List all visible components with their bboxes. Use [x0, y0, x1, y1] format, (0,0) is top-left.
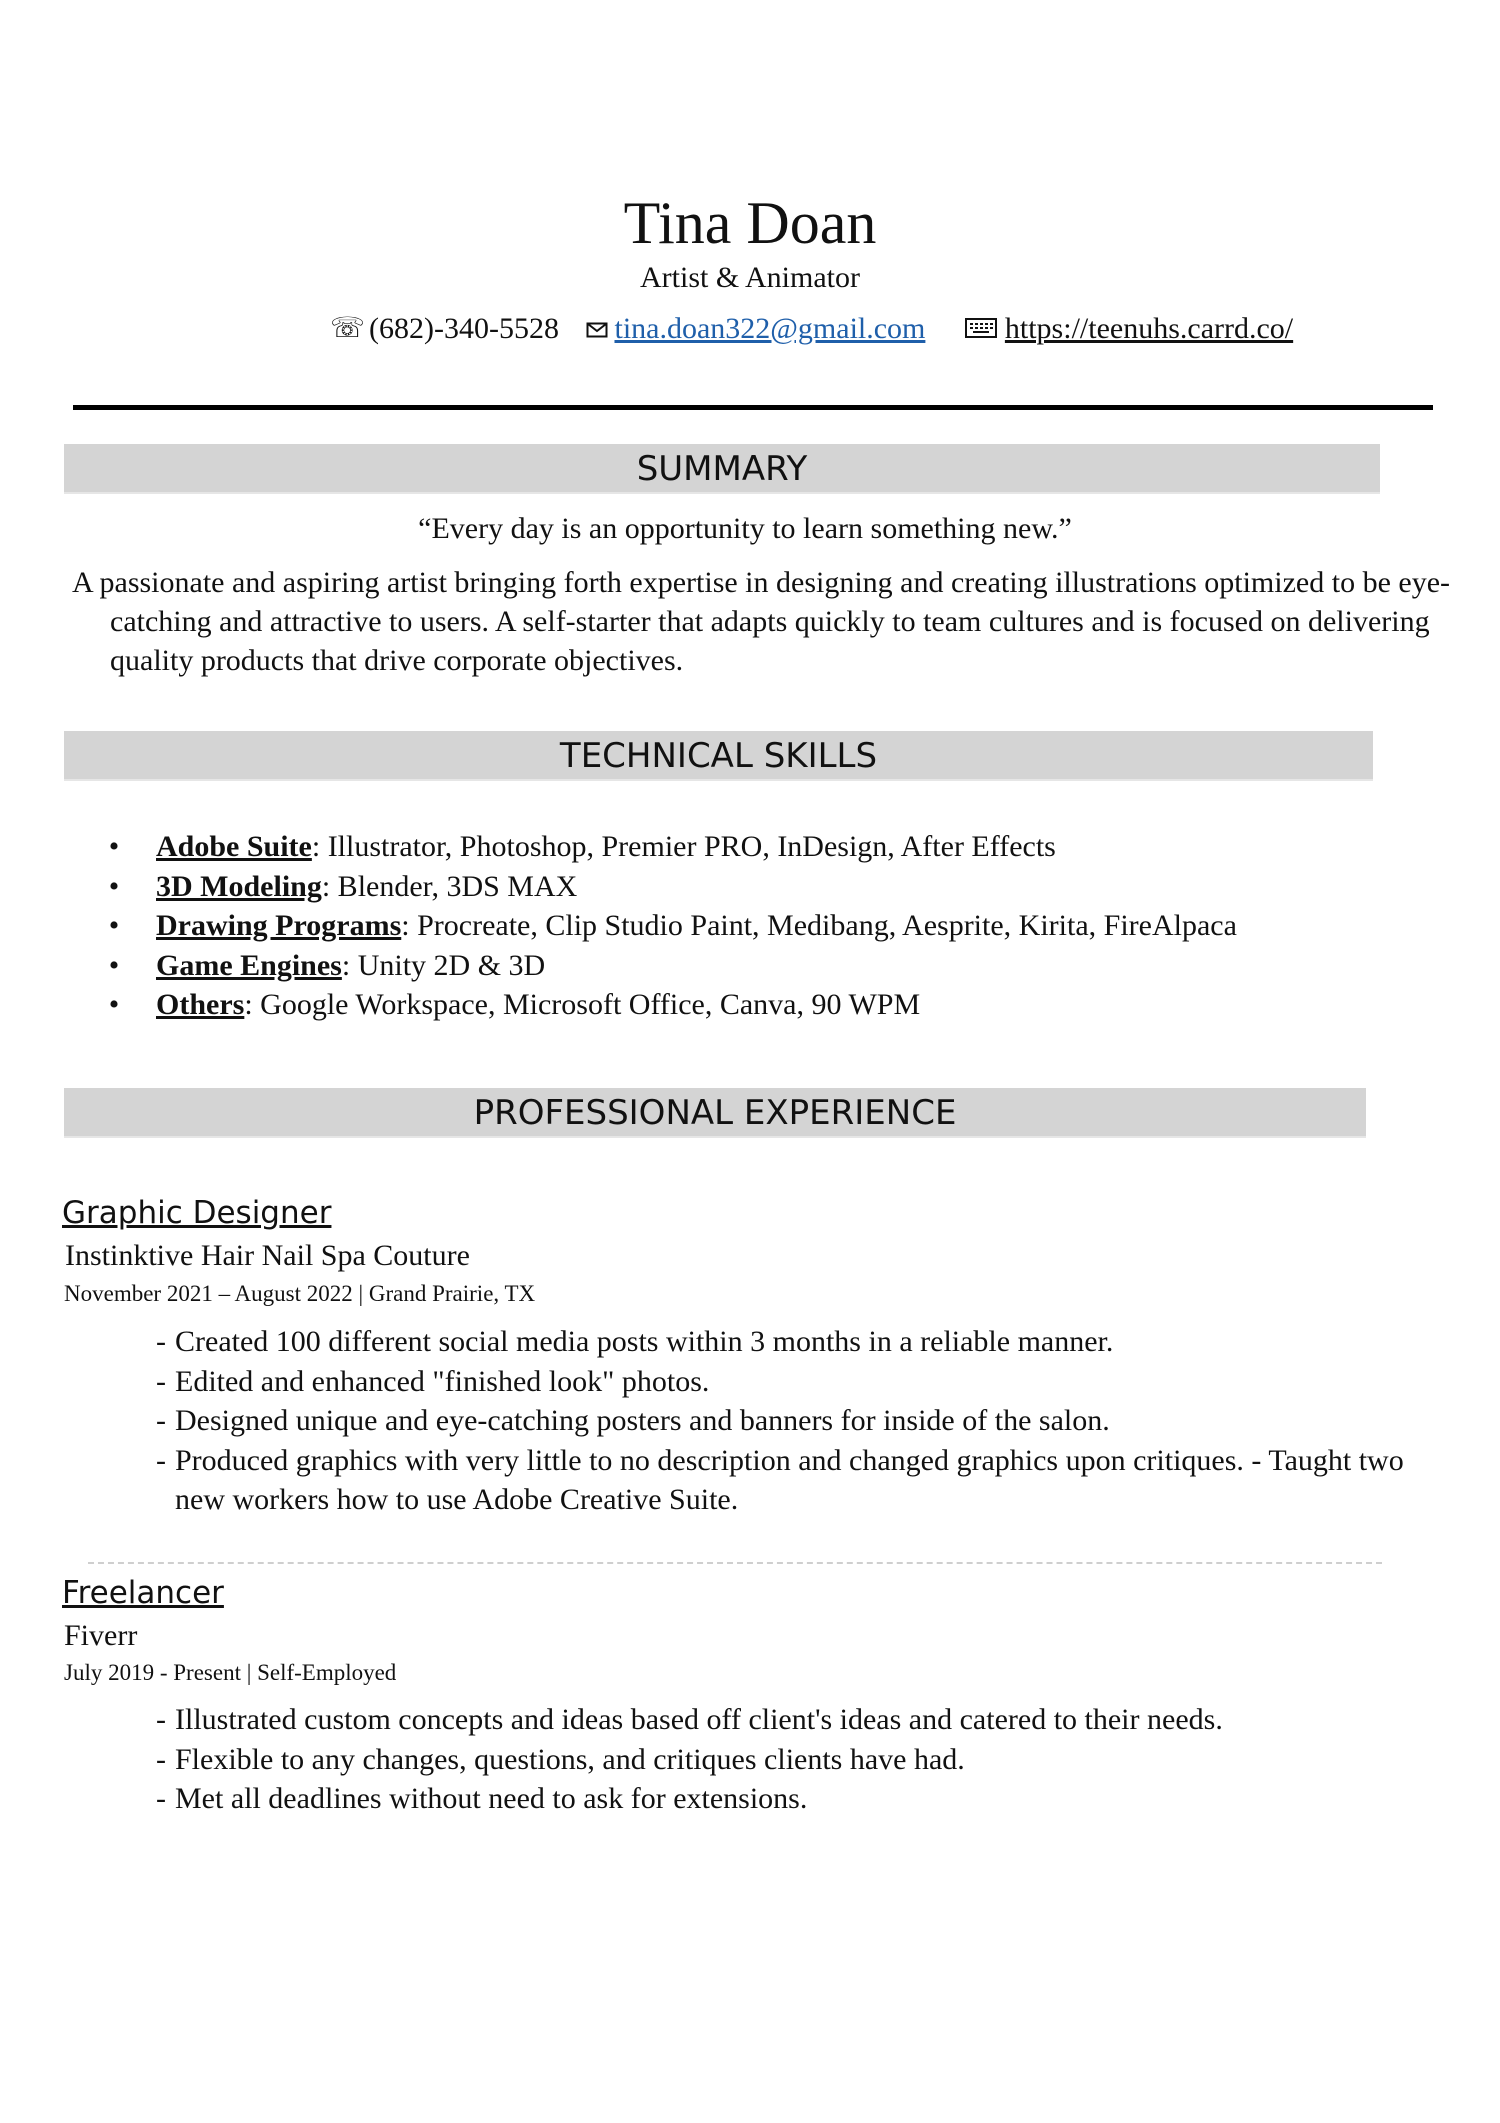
duty-text: Produced graphics with very little to no description and changed graphics upon critiques. - Taught two new workers how to use Adobe Creative Suite. [175, 1443, 1404, 1516]
skill-item [104, 906, 1404, 946]
bullet-icon: • [108, 988, 120, 1021]
mail-icon [586, 309, 608, 349]
dash-marker: - [156, 1404, 166, 1437]
keyboard-icon [965, 309, 997, 349]
duty-item [156, 1401, 1436, 1441]
summary-quote: “Every day is an opportunity to learn something new.” [418, 512, 1072, 545]
duty-text: Illustrated custom concepts and ideas based off client's ideas and catered to their needs. [175, 1703, 1223, 1736]
bullet-icon: • [108, 909, 120, 942]
contact-line [330, 307, 1293, 349]
duty-text: Flexible to any changes, questions, and critiques clients have had. [175, 1742, 965, 1776]
duty-text: Designed unique and eye-catching posters and banners for inside of the salon. [175, 1404, 1110, 1437]
section-heading-experience: PROFESSIONAL EXPERIENCE [64, 1088, 1366, 1138]
job-company: Instinktive Hair Nail Spa Couture [65, 1239, 470, 1272]
section-heading-summary: SUMMARY [64, 444, 1380, 494]
skill-category: Drawing Programs [156, 909, 402, 942]
job-company: Fiverr [64, 1619, 138, 1652]
resume-name: Tina Doan [623, 190, 877, 256]
duty-item [156, 1700, 1436, 1740]
website-link[interactable]: https://teenuhs.carrd.co/ [1004, 312, 1294, 346]
duty-text: Edited and enhanced "finished look" photos. [175, 1364, 710, 1398]
job-title: Graphic Designer [62, 1195, 332, 1231]
bullet-icon: • [108, 830, 120, 863]
email-link[interactable]: tina.doan322@gmail.com [614, 312, 926, 346]
skill-values: : Illustrator, Photoshop, Premier PRO, InDesign, After Effects [311, 830, 1056, 863]
header-divider [73, 405, 1433, 410]
job-duties-list [156, 1322, 1436, 1520]
skill-item [104, 985, 1404, 1025]
skill-values: : Blender, 3DS MAX [321, 869, 578, 903]
skill-item [104, 827, 1404, 867]
duty-item [156, 1740, 1436, 1780]
job-dates: July 2019 - Present | Self-Employed [64, 1660, 397, 1685]
dash-marker: - [156, 1742, 166, 1776]
dash-marker: - [156, 1443, 166, 1477]
skill-item [104, 867, 1404, 907]
skill-values: : Google Workspace, Microsoft Office, Canva, 90 WPM [244, 988, 921, 1021]
duty-item [156, 1322, 1436, 1362]
job-duties-list [156, 1700, 1436, 1819]
duty-item [156, 1779, 1436, 1819]
job-title: Freelancer [62, 1575, 224, 1611]
skill-category: 3D Modeling [156, 869, 322, 903]
bullet-icon: • [108, 869, 120, 903]
resume-headline: Artist & Animator [640, 261, 860, 294]
duty-item [156, 1441, 1436, 1520]
skill-category: Others [156, 988, 245, 1021]
duty-text: Created 100 different social media posts within 3 months in a reliable manner. [175, 1325, 1114, 1358]
skill-item [104, 946, 1404, 986]
summary-paragraph: A passionate and aspiring artist bringing forth expertise in designing and creating illustrations optimized to be eye-catching and attractive to users. A self-starter that adapts quickly to team cultures and is focused on delivering quality products that drive corporate objectives. [72, 566, 1451, 677]
bullet-icon: • [108, 948, 120, 982]
dash-marker: - [156, 1703, 166, 1736]
skills-list [104, 827, 1404, 1025]
duty-text: Met all deadlines without need to ask for extensions. [175, 1782, 808, 1815]
phone-number: (682)-340-5528 [369, 312, 559, 346]
section-heading-skills: TECHNICAL SKILLS [64, 731, 1373, 781]
phone-icon: ☏ [330, 313, 366, 345]
job-dates: November 2021 – August 2022 | Grand Prairie, TX [64, 1281, 536, 1306]
skill-values: : Unity 2D & 3D [341, 948, 546, 982]
skill-category: Adobe Suite [156, 830, 312, 863]
job-divider [88, 1562, 1382, 1564]
duty-item [156, 1362, 1436, 1402]
dash-marker: - [156, 1325, 166, 1358]
dash-marker: - [156, 1782, 166, 1815]
skill-category: Game Engines [156, 948, 342, 982]
dash-marker: - [156, 1364, 166, 1398]
skill-values: : Procreate, Clip Studio Paint, Medibang, Aesprite, Kirita, FireAlpaca [401, 909, 1237, 942]
